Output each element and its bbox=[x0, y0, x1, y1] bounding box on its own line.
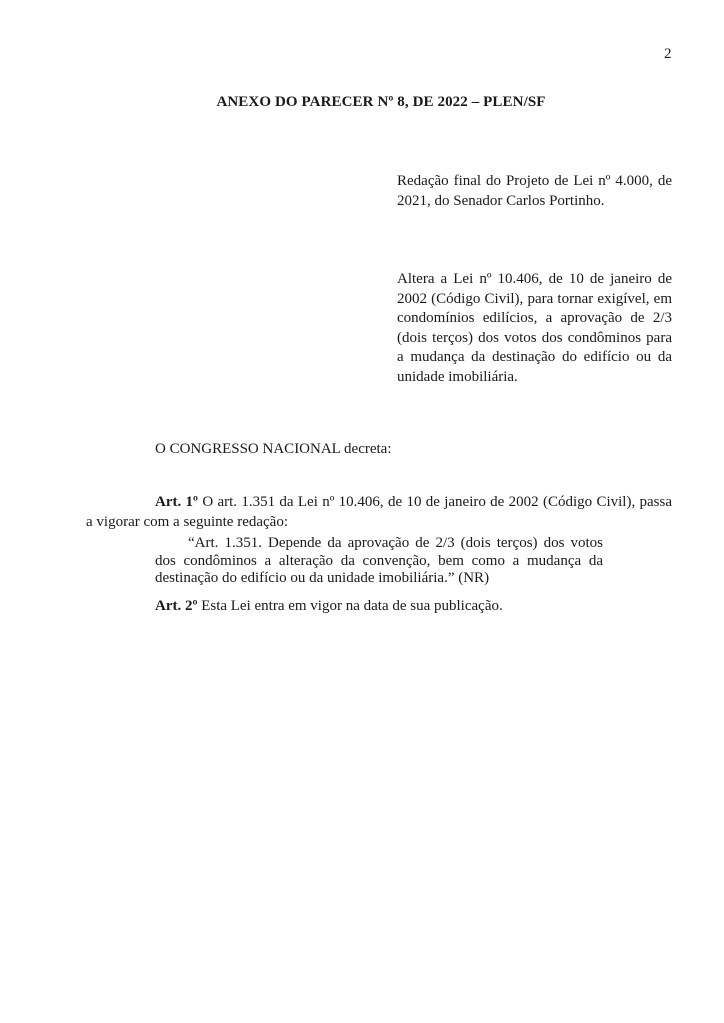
article-1 bbox=[86, 492, 672, 532]
preamble: O CONGRESSO NACIONAL decreta: bbox=[155, 441, 392, 457]
document-title: ANEXO DO PARECER Nº 8, DE 2022 – PLEN/SF bbox=[216, 94, 546, 110]
ementa-descricao: Altera a Lei nº 10.406, de 10 de janeiro de 2002 (Código Civil), para tornar exigível, em condomínios edilícios, a aprovação de 2/3 (dois terços) dos votos dos condôminos para a mudança da destinação do edifício ou da unidade imobiliária. bbox=[397, 271, 672, 385]
article-1-text: O art. 1.351 da Lei nº 10.406, de 10 de janeiro de 2002 (Código Civil), passa a vigorar com a seguinte redação: bbox=[86, 494, 673, 530]
article-2-label: Art. 2º bbox=[155, 598, 198, 614]
article-2 bbox=[155, 597, 503, 616]
ementa-redacao-final: Redação final do Projeto de Lei nº 4.000, de 2021, do Senador Carlos Portinho. bbox=[397, 173, 672, 209]
article-1-label: Art. 1º bbox=[155, 494, 198, 510]
article-1-quoted-text: “Art. 1.351. Depende da aprovação de 2/3 (dois terços) dos votos dos condôminos a alteração da convenção, bem como a mudança da destinação do edifício ou da unidade imobiliária.” (NR) bbox=[155, 535, 603, 586]
page-number: 2 bbox=[664, 46, 672, 62]
article-2-text: Esta Lei entra em vigor na data de sua publicação. bbox=[201, 598, 503, 614]
